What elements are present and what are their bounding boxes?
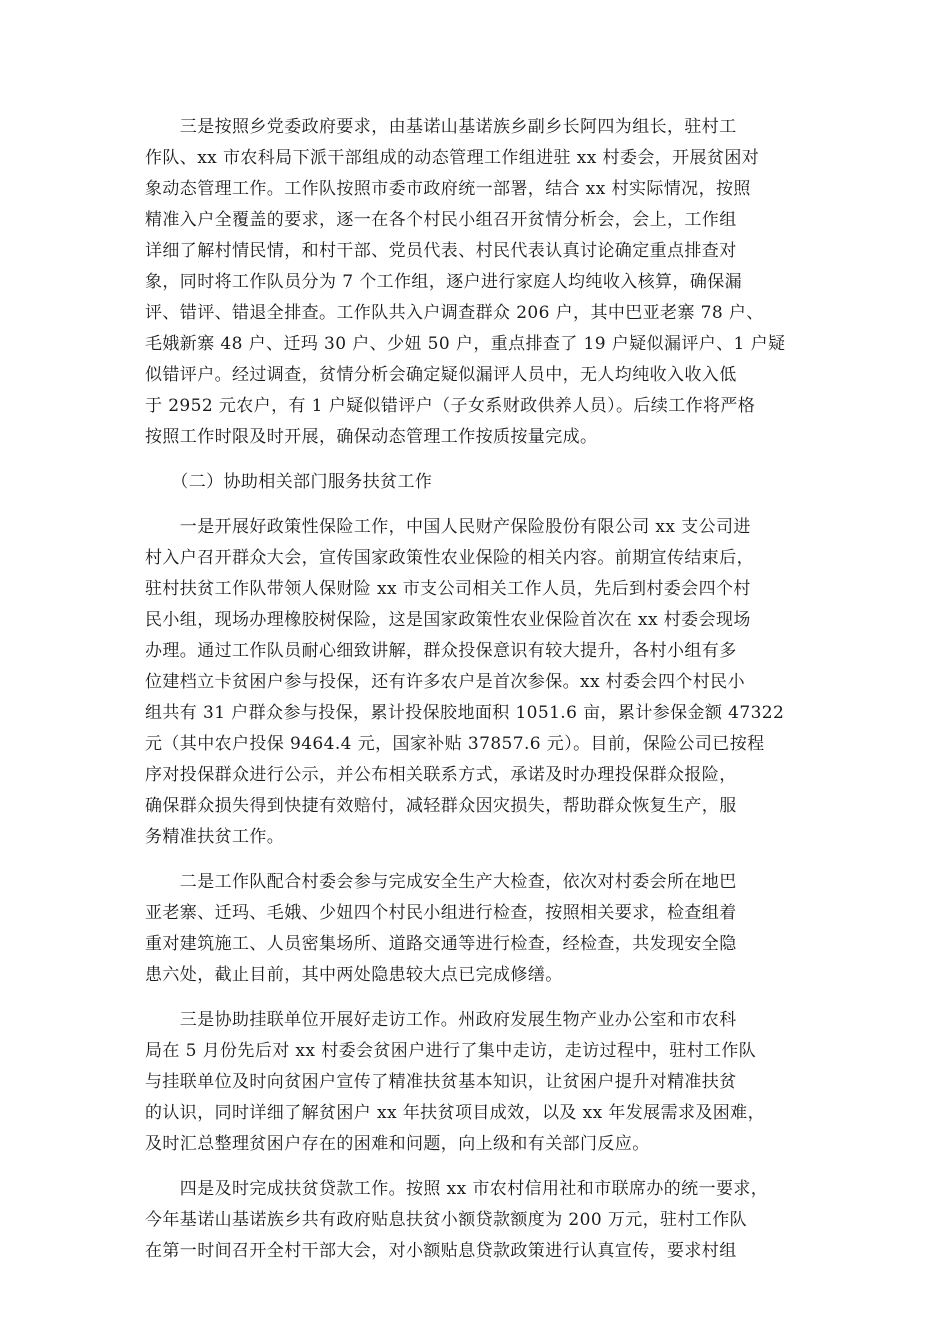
text-line: 在第一时间召开全村干部大会，对小额贴息贷款政策进行认真宣传，要求村组 bbox=[145, 1241, 737, 1261]
text-line: 位建档立卡贫困户参与投保，还有许多农户是首次参保。xx 村委会四个村民小 bbox=[145, 672, 745, 692]
text-line: 三是按照乡党委政府要求，由基诺山基诺族乡副乡长阿四为组长，驻村工 bbox=[145, 117, 737, 137]
paragraph-dynamic-management bbox=[145, 112, 805, 453]
text-line: 驻村扶贫工作队带领人保财险 xx 市支公司相关工作人员，先后到村委会四个村 bbox=[145, 579, 751, 599]
text-line: 象动态管理工作。工作队按照市委市政府统一部署，结合 xx 村实际情况，按照 bbox=[145, 179, 751, 199]
text-line: 作队、xx 市农科局下派干部组成的动态管理工作组进驻 xx 村委会，开展贫困对 bbox=[145, 148, 760, 168]
text-line: 民小组，现场办理橡胶树保险，这是国家政策性农业保险首次在 xx 村委会现场 bbox=[145, 610, 751, 630]
text-line: 局在 5 月份先后对 xx 村委会贫困户进行了集中走访，走访过程中，驻村工作队 bbox=[145, 1041, 757, 1061]
text-line: 详细了解村情民情，和村干部、党员代表、村民代表认真讨论确定重点排查对 bbox=[145, 241, 737, 261]
section-heading bbox=[145, 467, 805, 498]
text-line: 三是协助挂联单位开展好走访工作。州政府发展生物产业办公室和市农科 bbox=[145, 1010, 737, 1030]
paragraph-gap bbox=[145, 991, 805, 1005]
text-line: 一是开展好政策性保险工作，中国人民财产保险股份有限公司 xx 支公司进 bbox=[145, 517, 751, 537]
text-line: 今年基诺山基诺族乡共有政府贴息扶贫小额贷款额度为 200 万元，驻村工作队 bbox=[145, 1210, 748, 1230]
document-page bbox=[145, 112, 805, 1267]
text-line: 序对投保群众进行公示，并公布相关联系方式，承诺及时办理投保群众报险， bbox=[145, 765, 737, 785]
paragraph-safety-inspection bbox=[145, 867, 805, 991]
text-line: 似错评户。经过调查，贫情分析会确定疑似漏评人员中，无人均纯收入收入低 bbox=[145, 365, 737, 385]
text-line: 务精准扶贫工作。 bbox=[145, 827, 285, 847]
text-line: 元（其中农户投保 9464.4 元，国家补贴 37857.6 元）。目前，保险公司已按程 bbox=[145, 734, 765, 754]
text-line: 二是工作队配合村委会参与完成安全生产大检查，依次对村委会所在地巴 bbox=[145, 872, 737, 892]
paragraph-gap bbox=[145, 498, 805, 512]
paragraph-visits bbox=[145, 1005, 805, 1160]
text-line: 及时汇总整理贫困户存在的困难和问题，向上级和有关部门反应。 bbox=[145, 1134, 650, 1154]
text-line: 毛娥新寨 48 户、迁玛 30 户、少妞 50 户，重点排查了 19 户疑似漏评户、1 户疑 bbox=[145, 334, 786, 354]
paragraph-insurance bbox=[145, 512, 805, 853]
text-line: 办理。通过工作队员耐心细致讲解，群众投保意识有较大提升，各村小组有多 bbox=[145, 641, 737, 661]
text-line: 组共有 31 户群众参与投保，累计投保胶地面积 1051.6 亩，累计参保金额 47322 bbox=[145, 703, 785, 723]
paragraph-loans bbox=[145, 1174, 805, 1267]
paragraph-gap bbox=[145, 1160, 805, 1174]
text-line: 确保群众损失得到快捷有效赔付，减轻群众因灾损失，帮助群众恢复生产，服 bbox=[145, 796, 737, 816]
text-line: 评、错评、错退全排查。工作队共入户调查群众 206 户，其中巴亚老寨 78 户、 bbox=[145, 303, 764, 323]
text-line: 亚老寨、迁玛、毛娥、少妞四个村民小组进行检查，按照相关要求，检查组着 bbox=[145, 903, 737, 923]
text-line: 于 2952 元农户，有 1 户疑似错评户（子女系财政供养人员）。后续工作将严格 bbox=[145, 396, 756, 416]
text-line: 重对建筑施工、人员密集场所、道路交通等进行检查，经检查，共发现安全隐 bbox=[145, 934, 737, 954]
text-line: 象，同时将工作队员分为 7 个工作组，逐户进行家庭人均纯收入核算，确保漏 bbox=[145, 272, 743, 292]
heading-text: （二）协助相关部门服务扶贫工作 bbox=[145, 472, 433, 492]
text-line: 患六处，截止目前，其中两处隐患较大点已完成修缮。 bbox=[145, 965, 563, 985]
text-line: 精准入户全覆盖的要求，逐一在各个村民小组召开贫情分析会，会上，工作组 bbox=[145, 210, 737, 230]
text-line: 村入户召开群众大会，宣传国家政策性农业保险的相关内容。前期宣传结束后， bbox=[145, 548, 754, 568]
paragraph-gap bbox=[145, 453, 805, 467]
text-line: 按照工作时限及时开展，确保动态管理工作按质按量完成。 bbox=[145, 427, 598, 447]
text-line: 的认识，同时详细了解贫困户 xx 年扶贫项目成效，以及 xx 年发展需求及困难， bbox=[145, 1103, 765, 1123]
text-line: 四是及时完成扶贫贷款工作。按照 xx 市农村信用社和市联席办的统一要求， bbox=[145, 1179, 769, 1199]
paragraph-gap bbox=[145, 853, 805, 867]
text-line: 与挂联单位及时向贫困户宣传了精准扶贫基本知识，让贫困户提升对精准扶贫 bbox=[145, 1072, 737, 1092]
